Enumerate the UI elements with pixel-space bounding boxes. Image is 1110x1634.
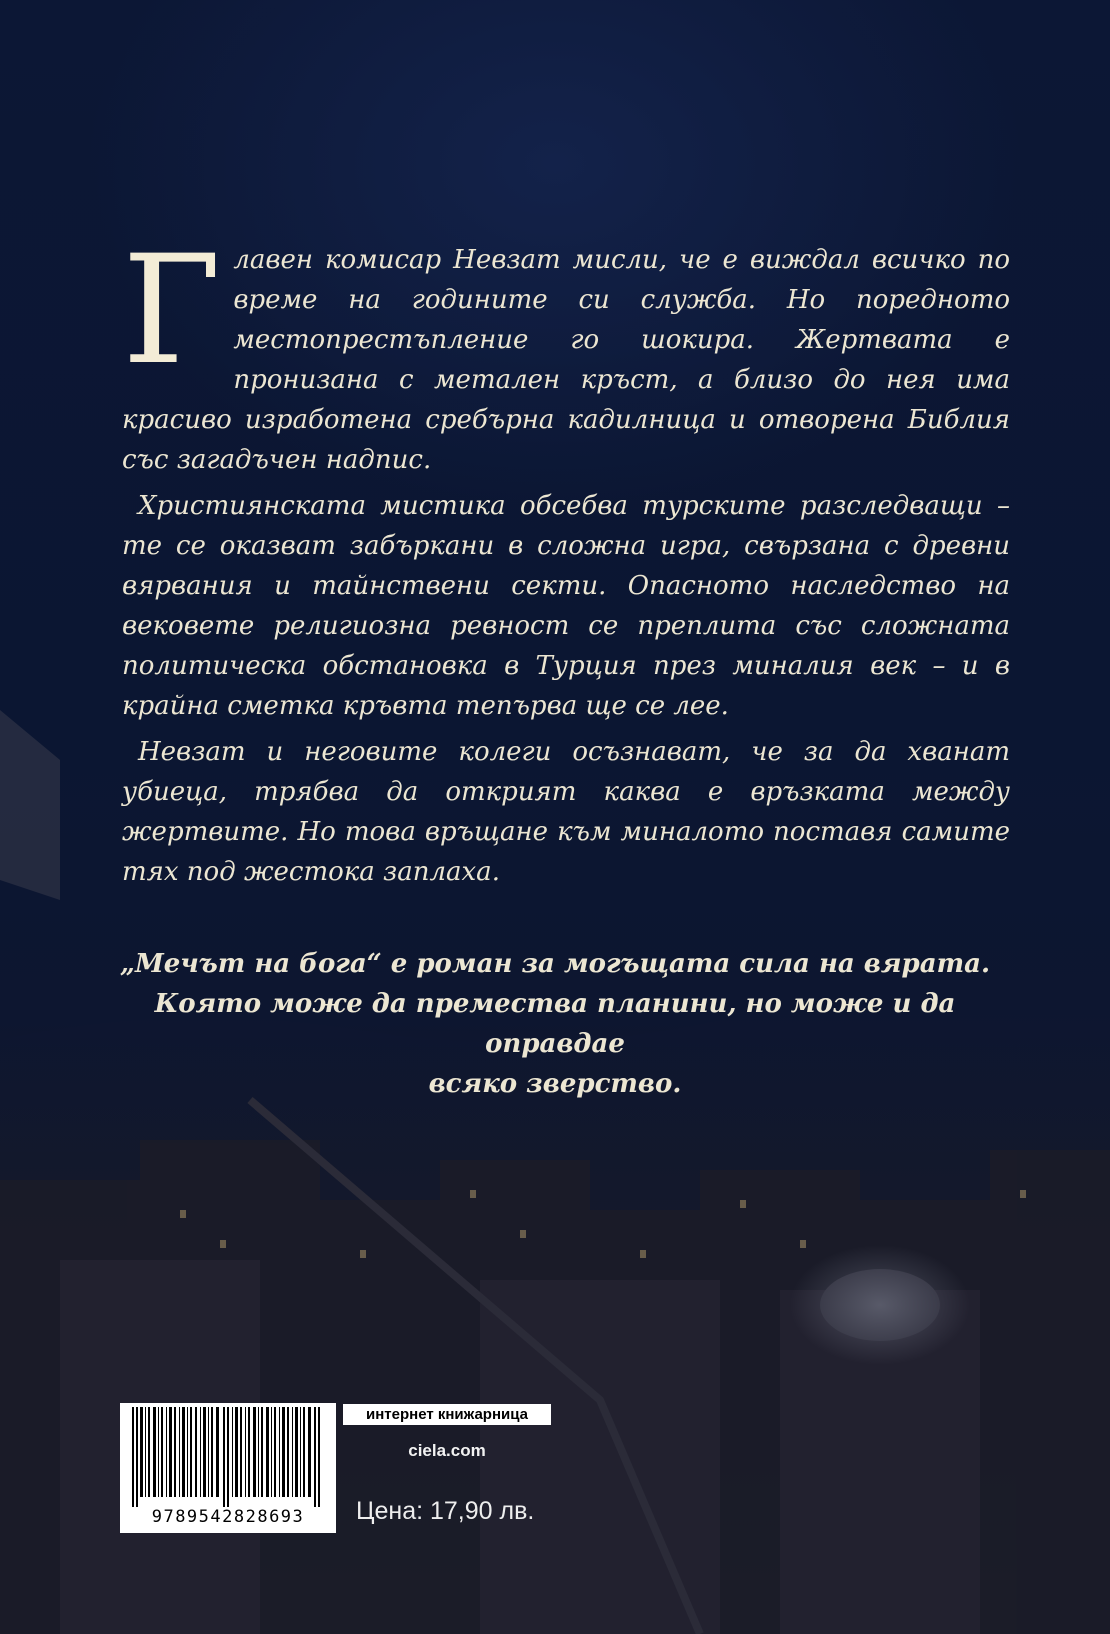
barcode-bars	[120, 1403, 336, 1507]
online-bookstore-label: интернет книжарница	[343, 1404, 551, 1425]
quote-line-2: Която може да премества планини, но може и да оправдае	[154, 989, 956, 1059]
isbn-barcode	[120, 1403, 336, 1533]
tagline-quote	[100, 944, 1010, 1104]
description-paragraph-2: Християнската мистика обсебва турските разследващи – те се оказват забъркани в сложна игра, свързана с древни вярвания и тайнствени секти. Опасното наследство на вековете религиозна ревност се преплита със сложната политическа обстановка в Турция през миналия век – и в крайна сметка кръвта тепърва ще се лее.	[122, 491, 1010, 721]
quote-line-3: всяко зверство.	[428, 1069, 682, 1099]
price-label: Цена: 17,90 лв.	[356, 1497, 535, 1525]
paragraph-1-text: лавен комисар Невзат мисли, че е виждал всичко по време на годините си служба. Но поредното местопрестъпление го шокира. Жертвата е пронизана с метален кръст, а близо до нея има красиво изработена сребърна кадилница и отворена Библия със загадъчен надпис.	[122, 245, 1010, 475]
description-text	[122, 224, 1010, 898]
bookstore-url: ciela.com	[408, 1441, 486, 1460]
quote-line-1: „Мечът на бога“ е роман за могъщата сила на вярата.	[119, 949, 990, 979]
description-paragraph-3: Невзат и неговите колеги осъзнават, че за да хванат убиеца, трябва да открият каква е връзката между жертвите. Но това връщане към миналото поставя самите тях под жестока заплаха.	[122, 737, 1010, 887]
isbn-number: 9789542828693	[151, 1507, 305, 1527]
description-paragraph-1	[122, 224, 1010, 480]
drop-cap: Г	[122, 224, 222, 398]
